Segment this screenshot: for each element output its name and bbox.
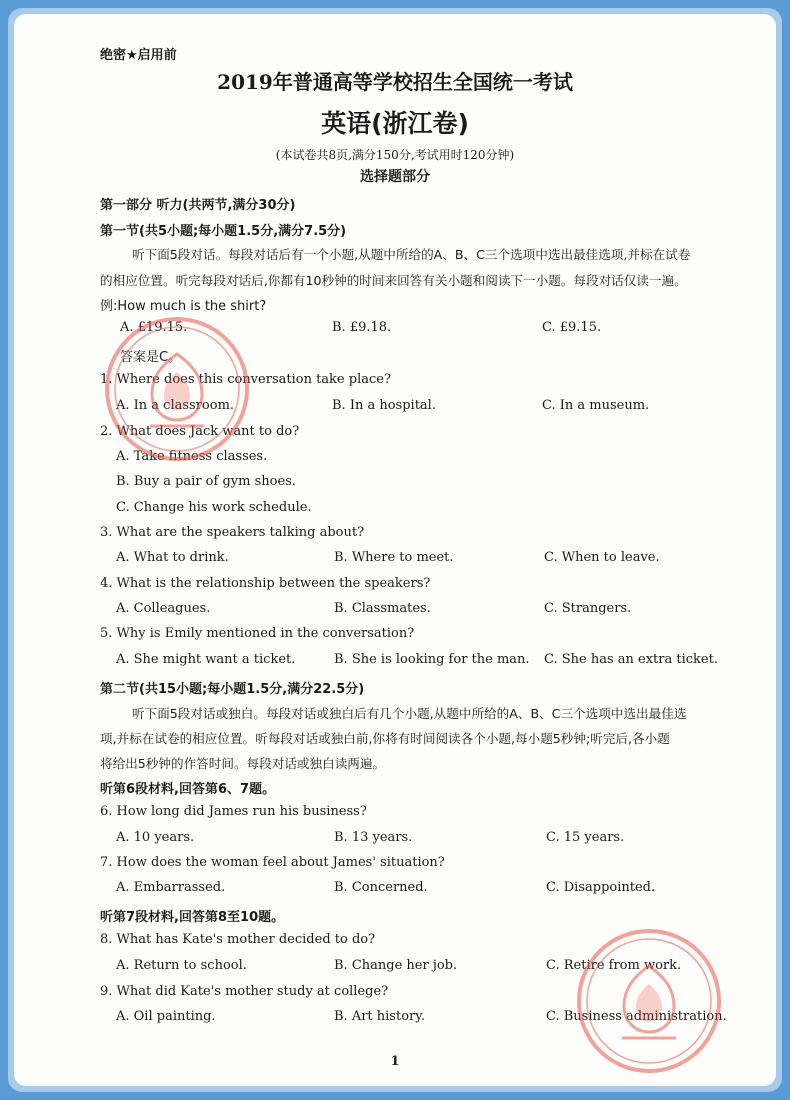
option-b: B. £9.18.	[332, 320, 392, 335]
section1-instruction: 听下面5段对话。每段对话后有一个小题,从题中所给的A、B、C三个选项中选出最佳选项,并标在试卷	[132, 247, 691, 262]
part1-heading: 第一部分 听力(共两节,满分30分)	[100, 198, 296, 213]
page-number: 1	[390, 1054, 400, 1069]
material-heading: 听第7段材料,回答第8至10题。	[100, 910, 285, 925]
question: 4. What is the relationship between the speakers?	[100, 576, 431, 591]
option-c: C. 15 years.	[546, 830, 625, 845]
material-heading: 听第6段材料,回答第6、7题。	[100, 782, 276, 797]
subject-title: 英语(浙江卷)	[321, 109, 469, 138]
option-b: B. Buy a pair of gym shoes.	[116, 474, 296, 489]
option-b: B. 13 years.	[334, 830, 413, 845]
question: 8. What has Kate's mother decided to do?	[100, 932, 376, 947]
option-a: A. In a classroom.	[116, 398, 235, 413]
option-b: B. In a hospital.	[332, 398, 436, 413]
option-a: A. She might want a ticket.	[116, 652, 296, 667]
confidential-mark: 绝密★启用前	[100, 48, 177, 63]
option-a: A. £19.15.	[120, 320, 188, 335]
option-a: A. Oil painting.	[116, 1009, 216, 1024]
option-a: A. Return to school.	[116, 958, 247, 973]
example-question: 例:How much is the shirt?	[100, 299, 267, 314]
section2-heading: 第二节(共15小题;每小题1.5分,满分22.5分)	[100, 682, 365, 697]
option-c: C. Disappointed.	[546, 880, 656, 895]
question: 2. What does Jack want to do?	[100, 424, 300, 439]
option-c: C. Change his work schedule.	[116, 500, 312, 515]
option-c: C. She has an extra ticket.	[544, 652, 718, 667]
example-answer: 答案是C。	[120, 350, 182, 365]
section1-instruction: 的相应位置。听完每段对话后,你都有10秒钟的时间来回答有关小题和阅读下一小题。每段对话仅读一遍。	[100, 273, 687, 288]
option-b: B. She is looking for the man.	[334, 652, 530, 667]
option-c: C. Retire from work.	[546, 958, 682, 973]
section2-instruction: 项,并标在试卷的相应位置。听每段对话或独白前,你将有时间阅读各个小题,每小题5秒钟;听完后,各小题	[100, 731, 670, 746]
part-title: 选择题部分	[360, 169, 430, 185]
option-a: A. Take fitness classes.	[116, 449, 268, 464]
option-a: A. 10 years.	[116, 830, 195, 845]
question: 6. How long did James run his business?	[100, 804, 367, 819]
exam-info: (本试卷共8页,满分150分,考试用时120分钟)	[275, 148, 515, 162]
option-b: B. Art history.	[334, 1009, 425, 1024]
section2-instruction: 听下面5段对话或独白。每段对话或独白后有几个小题,从题中所给的A、B、C三个选项中选出最佳选	[132, 706, 687, 721]
option-c: C. When to leave.	[544, 550, 660, 565]
option-b: B. Classmates.	[334, 601, 431, 616]
question: 1. Where does this conversation take place?	[100, 372, 391, 387]
option-b: B. Where to meet.	[334, 550, 454, 565]
option-a: A. What to drink.	[116, 550, 229, 565]
seal-stamp-icon	[102, 314, 252, 464]
question: 5. Why is Emily mentioned in the conversation?	[100, 626, 415, 641]
option-a: A. Colleagues.	[116, 601, 211, 616]
option-c: C. Strangers.	[544, 601, 632, 616]
option-a: A. Embarrassed.	[116, 880, 226, 895]
section1-heading: 第一节(共5小题;每小题1.5分,满分7.5分)	[100, 224, 347, 239]
question: 3. What are the speakers talking about?	[100, 525, 365, 540]
option-c: C. Business administration.	[546, 1009, 727, 1024]
exam-title: 2019年普通高等学校招生全国统一考试	[217, 70, 573, 94]
question: 9. What did Kate's mother study at college?	[100, 984, 389, 999]
option-b: B. Concerned.	[334, 880, 428, 895]
exam-page	[14, 14, 776, 1086]
option-b: B. Change her job.	[334, 958, 458, 973]
section2-instruction: 将给出5秒钟的作答时间。每段对话或独白读两遍。	[100, 756, 386, 771]
option-c: C. £9.15.	[542, 320, 602, 335]
option-c: C. In a museum.	[542, 398, 650, 413]
question: 7. How does the woman feel about James' situation?	[100, 855, 445, 870]
